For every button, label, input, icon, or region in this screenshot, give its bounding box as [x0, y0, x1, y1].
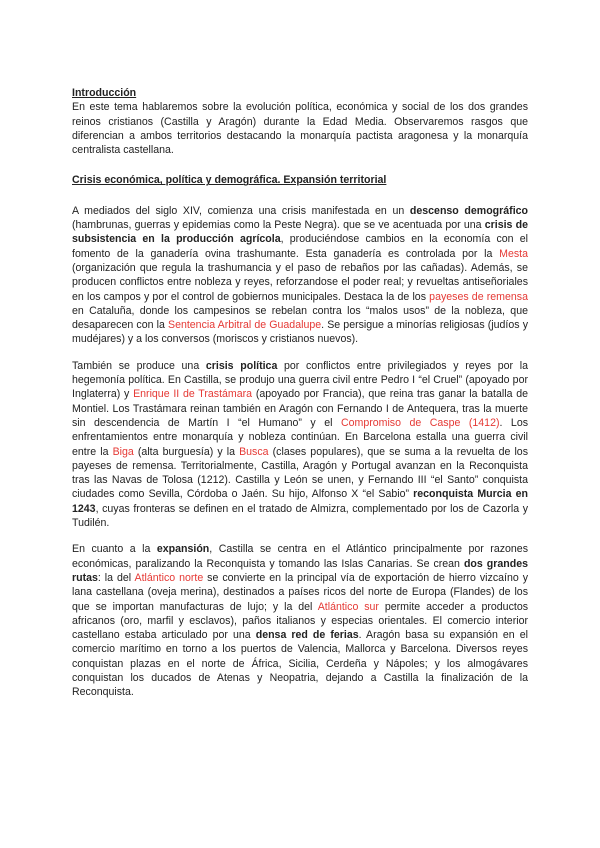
bold-term: expansión: [156, 543, 210, 556]
highlighted-term: Mesta: [499, 247, 528, 260]
bold-term: crisis de subsistencia en la producción agrícola: [72, 219, 528, 246]
text-run: (alta burguesía) y la: [133, 445, 240, 458]
text-run: A mediados del siglo XIV, comienza una crisis manifestada en un: [72, 204, 410, 217]
text-run: por conflictos entre privilegiados y reyes por la hegemonía política. En Castilla, se produjo una guerra civil entre Pedro I “el Cruel” (apoyado por Inglaterra) y: [72, 359, 528, 401]
expansion-paragraph: [72, 542, 528, 699]
intro-paragraph: [72, 100, 528, 157]
highlighted-term: Sentencia Arbitral de Guadalupe: [168, 319, 322, 332]
section-heading-crisis: Crisis económica, política y demográfica. Expansión territorial: [72, 174, 387, 187]
document-page: [72, 86, 528, 700]
text-run: En cuanto a la: [72, 543, 157, 556]
text-run: , produciéndose cambios en la economía con el fomento de la ganadería ovina trashumante. Esta ganadería es controlada por la: [72, 233, 529, 260]
text-run: . Aragón basa su expansión en el comercio marítimo en torno a los puertos de Valencia, Mallorca y Barcelona. Diversos reyes conquistan plazas en el norte de África, Sicilia, Cerdeña y Nápoles; y los almogávares conquistan los ducados de Atenas y Neopatria, dejando a Castilla la finalización de la Reconquista.: [72, 629, 528, 699]
highlighted-term: Biga: [112, 445, 134, 458]
bold-term: densa red de ferias: [255, 629, 359, 642]
bold-term: dos grandes rutas: [72, 557, 528, 584]
text-run: . Los enfrentamientos entre monarquía y nobleza continúan. En Barcelona estalla una guerra civil entre la: [72, 416, 529, 458]
text-run: (hambrunas, guerras y epidemias como la Peste Negra). que se ve acentuada por una: [72, 219, 485, 232]
text-run: (apoyado por Francia), que reina tras ganar la batalla de Montiel. Los Trastámara reinan también en Aragón con Fernando I de Antequera, tras la muerte sin descendencia de Martín I “el Humano” y el: [72, 388, 529, 429]
section-heading-introduccion: Introducción: [72, 87, 137, 99]
highlighted-term: Enrique II de Trastámara: [133, 388, 253, 401]
text-run: (clases populares), que se suma a la revuelta de los payeses de remensa. Territorialmente, Castilla, Aragón y Portugal avanzan en la Reconquista tras las Navas de Tolosa (1212). Castilla y León se unen, y Fernando III “el Santo” conquista ciudades como Sevilla, Córdoba o Jaén. Su hijo, Alfonso X “el Sabio”: [72, 445, 528, 501]
highlighted-term: Busca: [239, 445, 269, 458]
text-run: (organización que regula la trashumancia y el paso de rebaños por las cañadas). Además, se producen conflictos entre nobleza y reyes, reforzandose el poder real; y revueltas antiseñoriales en los campos y por el control de gobiernos municipales. Destaca la de los: [72, 261, 528, 303]
text-run: , cuyas fronteras se definen en el tratado de Almizra, complementado por los de Cazorla y Tudilén.: [72, 502, 528, 530]
text-run: se convierte en la principal vía de exportación de hierro vizcaíno y lana castellana (oveja merina), destinados a países ricos del norte de Europa (Flandes) de los que se importan manufacturas de lujo; y la del: [72, 571, 528, 613]
bold-term: reconquista Murcia en 1243: [72, 488, 528, 515]
bold-term: crisis política: [205, 359, 278, 372]
highlighted-term: Compromiso de Caspe (1412): [340, 416, 500, 429]
bold-term: descenso demográfico: [409, 204, 528, 217]
text-run: permite acceder a productos africanos (oro, marfil y esclavos), paños italianos y especias orientales. El comercio interior castellano estaba articulado por una: [72, 600, 529, 642]
text-run: . Se persigue a minorías religiosas (judíos y mudéjares) y a los conversos (moriscos y cristianos nuevos).: [72, 319, 528, 346]
crisis-demografica-paragraph: [72, 204, 528, 347]
highlighted-term: Atlántico norte: [134, 571, 204, 584]
text-run: , Castilla se centra en el Atlántico principalmente por razones económicas, paralizando la Reconquista y tomando las Islas Canarias. Se crean: [72, 543, 528, 570]
crisis-politica-paragraph: [72, 359, 528, 531]
highlighted-term: payeses de remensa: [429, 290, 528, 303]
text-run: En este tema hablaremos sobre la evolución política, económica y social de los dos grandes reinos cristianos (Castilla y Aragón) durante la Edad Media. Observaremos rasgos que diferencian a ambos territorios destacando la monarquía pactista aragonesa y la monarquía centralista castellana.: [72, 101, 528, 157]
text-run: : la del: [97, 571, 135, 584]
highlighted-term: Atlántico sur: [317, 600, 379, 613]
text-run: También se produce una: [72, 359, 206, 372]
text-run: en Cataluña, donde los campesinos se rebelan contra los “malos usos” de la nobleza, que desaparecen con la: [72, 304, 528, 332]
